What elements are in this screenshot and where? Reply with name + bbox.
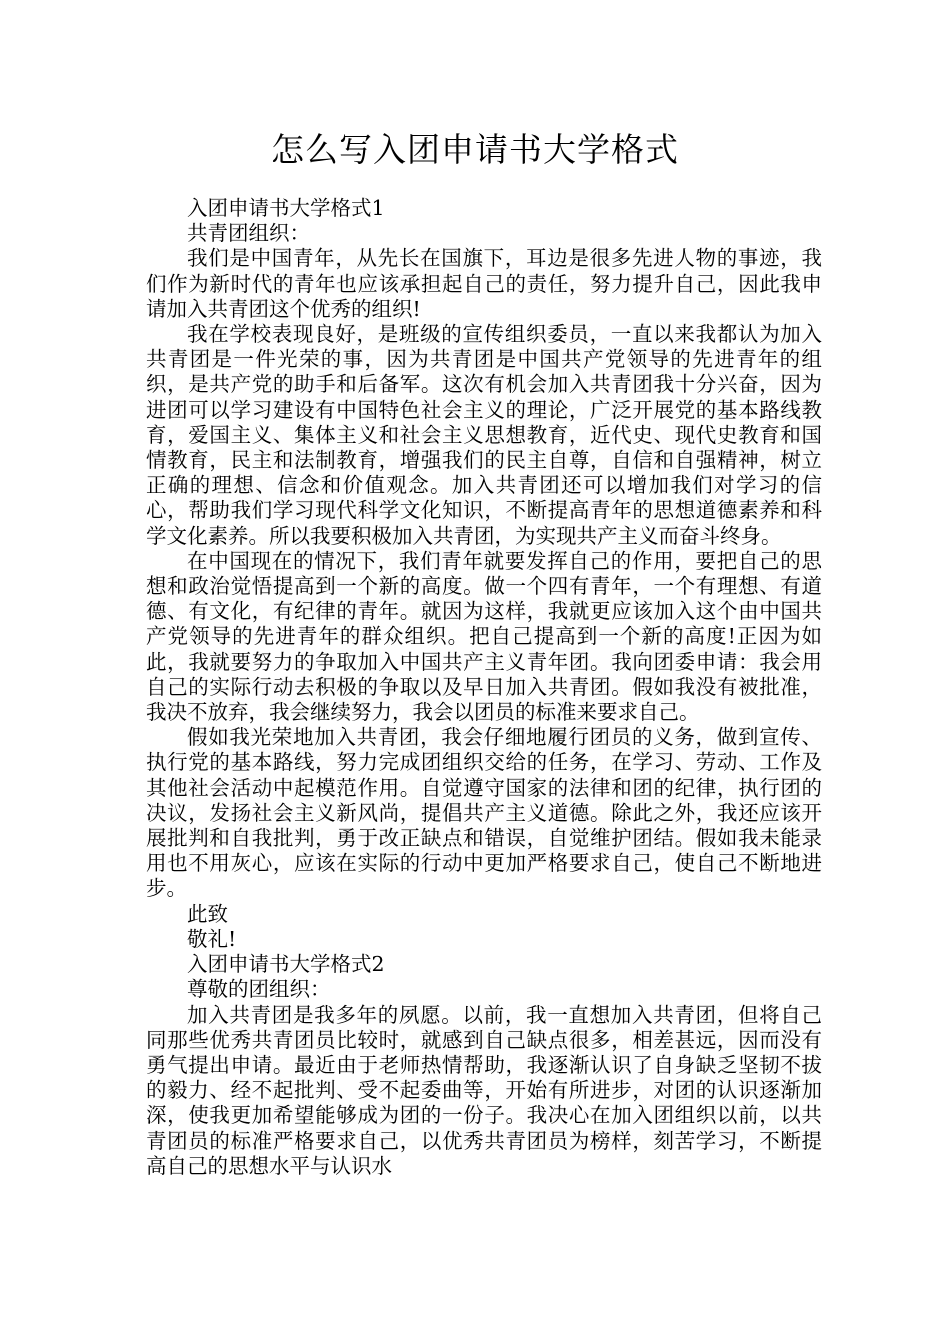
body-paragraph: 我们是中国青年，从先长在国旗下，耳边是很多先进人物的事迹，我们作为新时代的青年也应该承担起自己的责任，努力提升自己，因此我申请加入共青团这个优秀的组织! — [146, 246, 822, 321]
salutation-1: 共青团组织： — [187, 221, 310, 246]
closing-line: 此致 — [187, 901, 228, 926]
section-heading-1: 入团申请书大学格式1 — [187, 196, 385, 220]
document-title: 怎么写入团申请书大学格式 — [271, 130, 679, 169]
salutation-2: 尊敬的团组织： — [187, 977, 331, 1002]
body-paragraph: 加入共青团是我多年的夙愿。以前，我一直想加入共青团，但将自己同那些优秀共青团员比较时，就感到自己缺点很多，相差甚远，因而没有勇气提出申请。最近由于老师热情帮助，我逐渐认识了自身缺乏坚韧不拔的毅力、经不起批判、受不起委曲等，开始有所进步，对团的认识逐渐加深，使我更加希望能够成为团的一份子。我决心在加入团组织以前，以共青团员的标准严格要求自己，以优秀共青团员为榜样，刻苦学习，不断提高自己的思想水平与认识水 — [146, 1002, 822, 1178]
section-heading-2: 入团申请书大学格式2 — [187, 952, 385, 977]
body-paragraph: 假如我光荣地加入共青团，我会仔细地履行团员的义务，做到宣传、执行党的基本路线，努力完成团组织交给的任务，在学习、劳动、工作及其他社会活动中起模范作用。自觉遵守国家的法律和团的纪律，执行团的决议，发扬社会主义新风尚，提倡共产主义道德。除此之外，我还应该开展批判和自我批判，勇于改正缺点和错误，自觉维护团结。假如我未能录用也不用灰心，应该在实际的行动中更加严格要求自己，使自己不断地进步。 — [146, 725, 822, 901]
body-paragraph: 在中国现在的情况下，我们青年就要发挥自己的作用，要把自己的思想和政治觉悟提高到一个新的高度。做一个四有青年，一个有理想、有道德、有文化，有纪律的青年。就因为这样，我就更应该加入这个由中国共产党领导的先进青年的群众组织。把自己提高到一个新的高度!正因为如此，我就要努力的争取加入中国共产主义青年团。我向团委申请：我会用自己的实际行动去积极的争取以及早日加入共青团。假如我没有被批准，我决不放弃，我会继续努力，我会以团员的标准来要求自己。 — [146, 548, 822, 725]
closing-line: 敬礼! — [187, 926, 237, 951]
body-paragraph: 我在学校表现良好，是班级的宣传组织委员，一直以来我都认为加入共青团是一件光荣的事，因为共青团是中国共产党领导的先进青年的组织，是共产党的助手和后备军。这次有机会加入共青团我十分兴奋，因为进团可以学习建设有中国特色社会主义的理论，广泛开展党的基本路线教育，爱国主义、集体主义和社会主义思想教育，近代史、现代史教育和国情教育，民主和法制教育，增强我们的民主自尊，自信和自强精神，树立正确的理想、信念和价值观念。加入共青团还可以增加我们对学习的信心，帮助我们学习现代科学文化知识，不断提高青年的思想道德素养和科学文化素养。所以我要积极加入共青团，为实现共产主义而奋斗终身。 — [146, 322, 822, 548]
document-body — [146, 196, 822, 1179]
